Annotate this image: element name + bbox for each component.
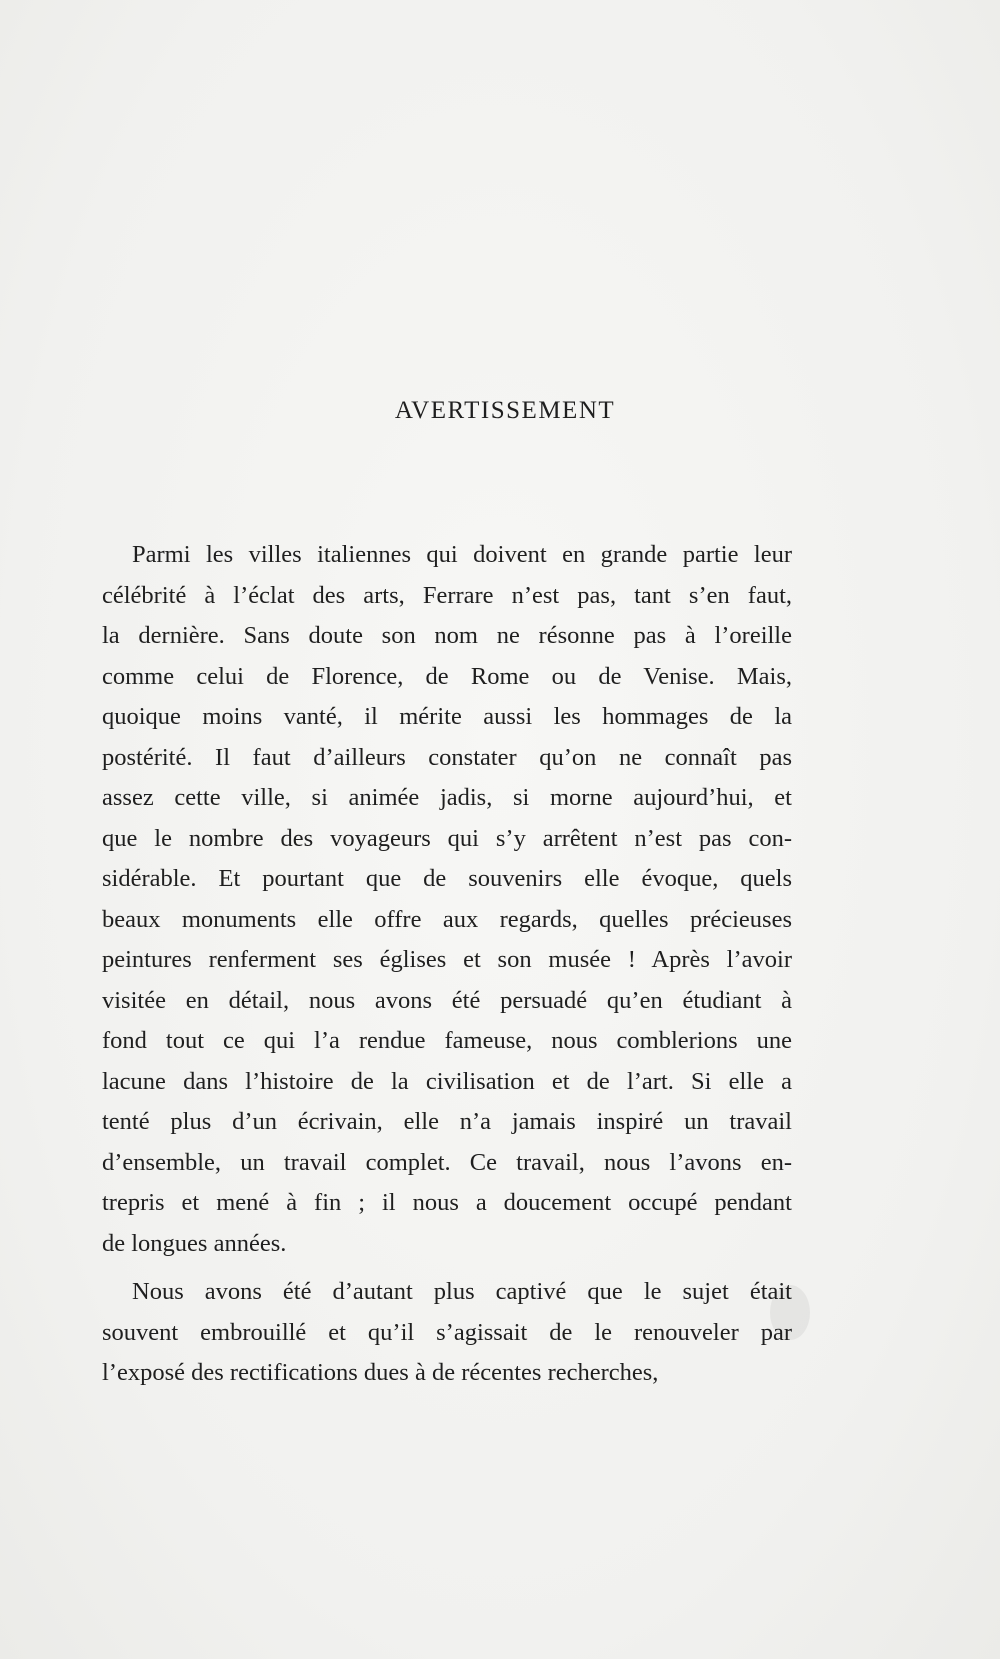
text-line: que le nombre des voyageurs qui s’y arrêtent n’est pas con-	[102, 824, 792, 852]
text-line: comme celui de Florence, de Rome ou de Venise. Mais,	[102, 662, 792, 690]
text-line: sidérable. Et pourtant que de souvenirs elle évoque, quels	[102, 865, 792, 892]
text-line: l’exposé des rectifications dues à de récentes recherches,	[102, 1359, 659, 1386]
text-line: célébrité à l’éclat des arts, Ferrare n’est pas, tant s’en faut,	[102, 581, 792, 609]
text-line: postérité. Il faut d’ailleurs constater qu’on ne connaît pas	[102, 743, 792, 771]
text-line: fond tout ce qui l’a rendue fameuse, nous comblerions une	[102, 1027, 792, 1054]
paragraph	[102, 1272, 792, 1394]
text-line: peintures renferment ses églises et son musée ! Après l’avoir	[102, 946, 792, 973]
text-line: d’ensemble, un travail complet. Ce travail, nous l’avons en-	[102, 1148, 792, 1176]
text-line: beaux monuments elle offre aux regards, quelles précieuses	[102, 905, 792, 933]
page-heading: AVERTISSEMENT	[394, 397, 616, 424]
text-line: trepris et mené à fin ; il nous a doucement occupé pendant	[102, 1189, 792, 1216]
text-line: tenté plus d’un écrivain, elle n’a jamais inspiré un travail	[102, 1108, 792, 1135]
bleed-through-text	[100, 160, 800, 600]
text-line: lacune dans l’histoire de la civilisation et de l’art. Si elle a	[102, 1067, 792, 1095]
text-line: visitée en détail, nous avons été persuadé qu’en étudiant à	[102, 986, 792, 1014]
text-line: Parmi les villes italiennes qui doivent en grande partie leur	[132, 541, 792, 568]
text-line: Nous avons été d’autant plus captivé que le sujet était	[132, 1278, 792, 1305]
text-line: assez cette ville, si animée jadis, si morne aujourd’hui, et	[102, 784, 792, 811]
text-line: souvent embrouillé et qu’il s’agissait de le renouveler par	[102, 1318, 792, 1346]
text-line: quoique moins vanté, il mérite aussi les hommages de la	[102, 703, 792, 730]
paragraph	[102, 535, 792, 1264]
body-text	[102, 535, 792, 1394]
text-line: de longues années.	[102, 1229, 287, 1257]
text-line: la dernière. Sans doute son nom ne résonne pas à l’oreille	[102, 622, 792, 649]
